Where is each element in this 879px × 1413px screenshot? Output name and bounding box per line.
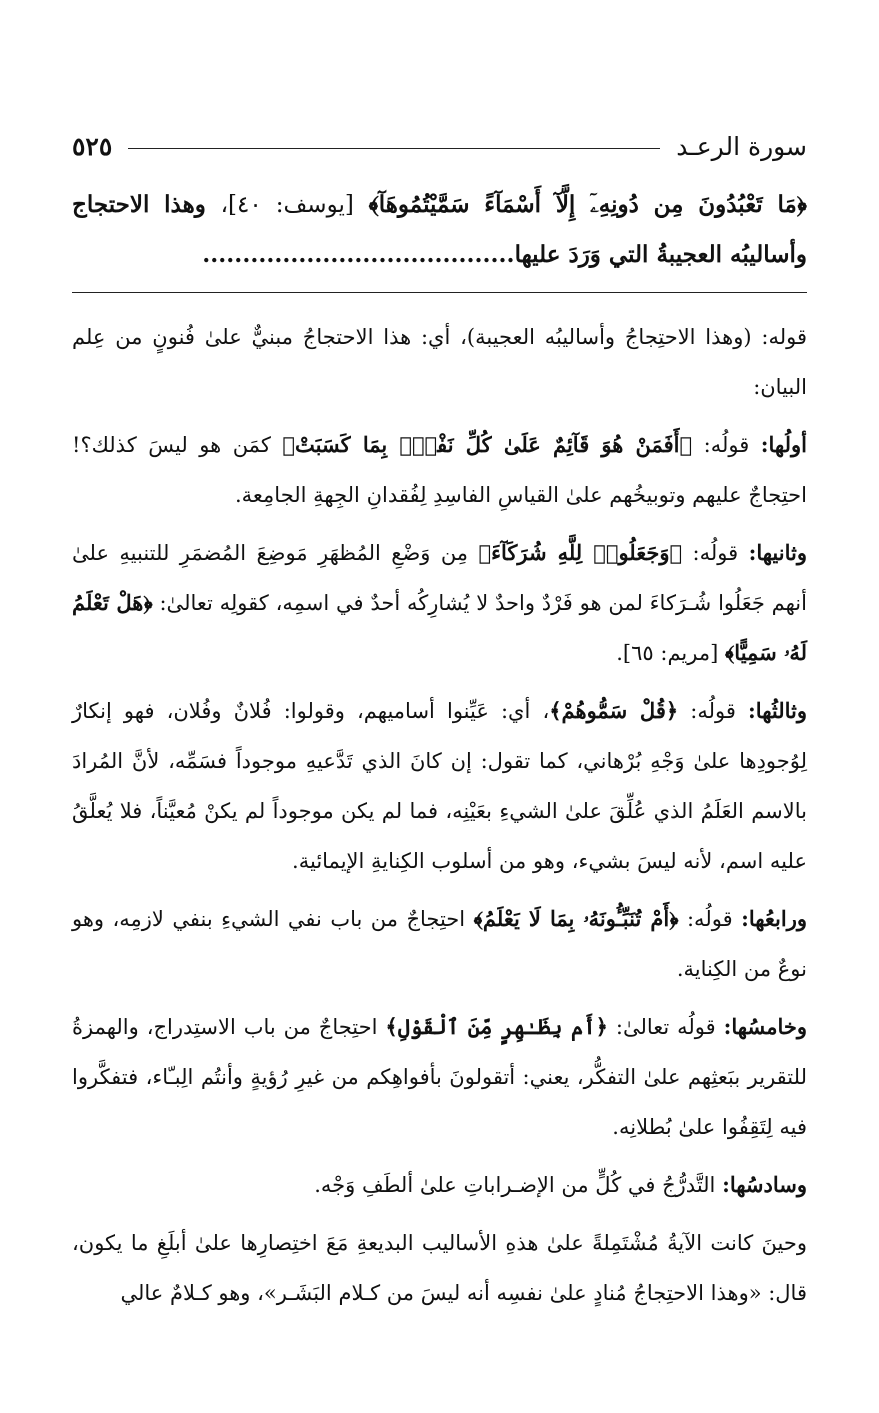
main-text-body: وهذا الاحتجاج وأساليبُه العجيبةُ التي وَرَدَ عليها....................................... [72,191,807,268]
quran-verse: قُلْ سَمُّوهُمْ [561,698,666,723]
paragraph-text: قولُه: [690,699,736,723]
surah-title: سورة الرعـد [676,131,807,161]
header-rule [128,148,660,149]
paragraph-text: ، أي: عَيِّنوا أساميهم، وقولوا: فُلانٌ وفُلان، فهو إنكارٌ لِوُجودِها علىٰ وَجْهِ بُرْهاني، كما تقول: إن كانَ الذي تَدَّعيهِ موجوداً فسَمِّه، لأنَّ المُرادَ بالاسم العَلَمُ الذي عُلِّقَ علىٰ الشيءِ بعَيْنِه، فما لم يكن موجوداً لم يكنْ مُعيَّناً، فلا يُعلَّقُ عليه اسم، لأنه ليسَ بشيء، وهو من أسلوب الكِنايةِ الإيمائية. [72,699,807,873]
quran-bracket-close: ﴾ [549,698,562,723]
quran-verse: أَفَمَنْ هُوَ قَآئِمٌ عَلَىٰ كُلِّ نَفْسٍۭ بِمَا كَسَبَتْ [294,432,680,457]
quran-bracket-open: ﴿ [669,906,679,931]
quran-verse: وَجَعَلُوا۟ لِلَّهِ شُرَكَآءَ [491,540,670,565]
commentary-paragraph [72,1002,807,1152]
paragraph-lead: ورابعُها: [741,906,807,931]
running-header [72,128,807,164]
main-text [72,180,807,280]
quran-bracket-open: ﴿ [665,698,679,723]
paragraph-text: احتِجاجٌ من باب نفي الشيءِ بنفي لازمِه، وهو نوعٌ من الكِناية. [72,907,807,981]
paragraph-text: قولُه: [692,541,739,565]
quran-bracket-open: ﴿ [669,540,683,565]
verse-reference: [يوسف: ٤٠]، [220,192,354,218]
paragraph-lead: وخامسُها: [723,1014,807,1039]
separator-rule [72,292,807,293]
commentary-paragraph [72,686,807,886]
paragraph-text: قولُه: [703,433,750,457]
paragraph-text: مِن وَضْعِ المُظهَرِ مَوضِعَ المُضمَرِ للتنبيهِ علىٰ أنهم جَعَلُوا شُـرَكاءَ لمن هو فَرْدٌ واحدٌ لا يُشارِكُه أحدٌ في اسمِه، كقولِه تعالىٰ: [72,541,807,615]
quran-bracket-open: ﴿ [796,191,807,218]
paragraph-lead: وسادسُها: [722,1172,807,1197]
quran-verse: مَا تَعْبُدُونَ مِن دُونِهِۦٓ إِلَّآ أَسْمَآءً سَمَّيْتُمُوهَآ [378,191,797,218]
quran-verse: أَمْ تُنَبِّـُٔونَهُۥ بِمَا لَا يَعْلَمُ [482,906,670,931]
paragraph-lead: وثالثُها: [748,698,807,723]
verse-reference: [مريم: ٦٥]. [616,641,719,665]
page-number: ٥٢٥ [72,131,113,161]
quran-verse: هَلْ تَعْلَمُ لَهُۥ سَمِيًّا [72,590,807,665]
commentary-paragraph [72,420,807,520]
quran-bracket-close: ﴾ [282,432,295,457]
quran-bracket-open: ﴿ [143,590,153,615]
quran-verse: أَم بِظَـٰهِرٍ مِّنَ ٱلْقَوْلِ [397,1014,596,1039]
paragraph-text: قولُه: [686,907,733,931]
paragraph-lead: أولُها: [760,432,807,457]
commentary-paragraph [72,528,807,678]
quran-bracket-close: ﴾ [478,540,492,565]
quran-bracket-close: ﴾ [473,906,483,931]
paragraph-text: التَّدرُّجُ في كُلٍّ من الإضـراباتِ علىٰ ألطَفِ وَجْه. [314,1173,716,1197]
commentary [72,312,807,1326]
quran-bracket-close: ﴾ [368,191,379,218]
paragraph-lead: وثانيها: [748,540,807,565]
paragraph-text: احتِجاجٌ من باب الاستِدراج، والهمزةُ للتقرير ببَعثِهم علىٰ التفكُّر، يعني: أتقولونَ بأفواهِكم من غيرِ رُؤيةٍ وأنتُم الِبـّاء، فتفكَّروا فيه لِتَقِفُوا علىٰ بُطلانِه. [72,1015,807,1139]
quran-bracket-close: ﴾ [724,640,735,665]
commentary-paragraph [72,1160,807,1210]
commentary-paragraph [72,894,807,994]
paragraph-text: وحينَ كانت الآيةُ مُشْتَمِلةً علىٰ هذهِ الأساليب البديعةِ مَعَ اختِصارِها علىٰ أبلَغِ ما يكون، قال: «وهذا الاحتِجاجُ مُنادٍ علىٰ نفسِه أنه ليسَ من كـلام البَشَـر»، وهو كـلامٌ عالي [72,1231,807,1305]
paragraph-text: قوله: (وهذا الاحتِجاجُ وأساليبُه العجيبة)، أي: هذا الاحتجاجُ مبنيٌّ علىٰ فُنونٍ من عِلم البيان: [72,325,807,399]
commentary-paragraph [72,312,807,412]
commentary-paragraph [72,1218,807,1318]
quran-bracket-open: ﴿ [679,432,693,457]
paragraph-text: كمَن هو ليسَ كذلك؟! احتِجاجٌ عليهم وتوبيخُهم علىٰ القياسِ الفاسِدِ لِفُقدانِ الجِهةِ الجامِعة. [72,433,807,507]
quran-bracket-open: ﴿ [595,1014,608,1039]
quran-bracket-close: ﴾ [385,1014,398,1039]
paragraph-text: قولُه تعالىٰ: [615,1015,716,1039]
